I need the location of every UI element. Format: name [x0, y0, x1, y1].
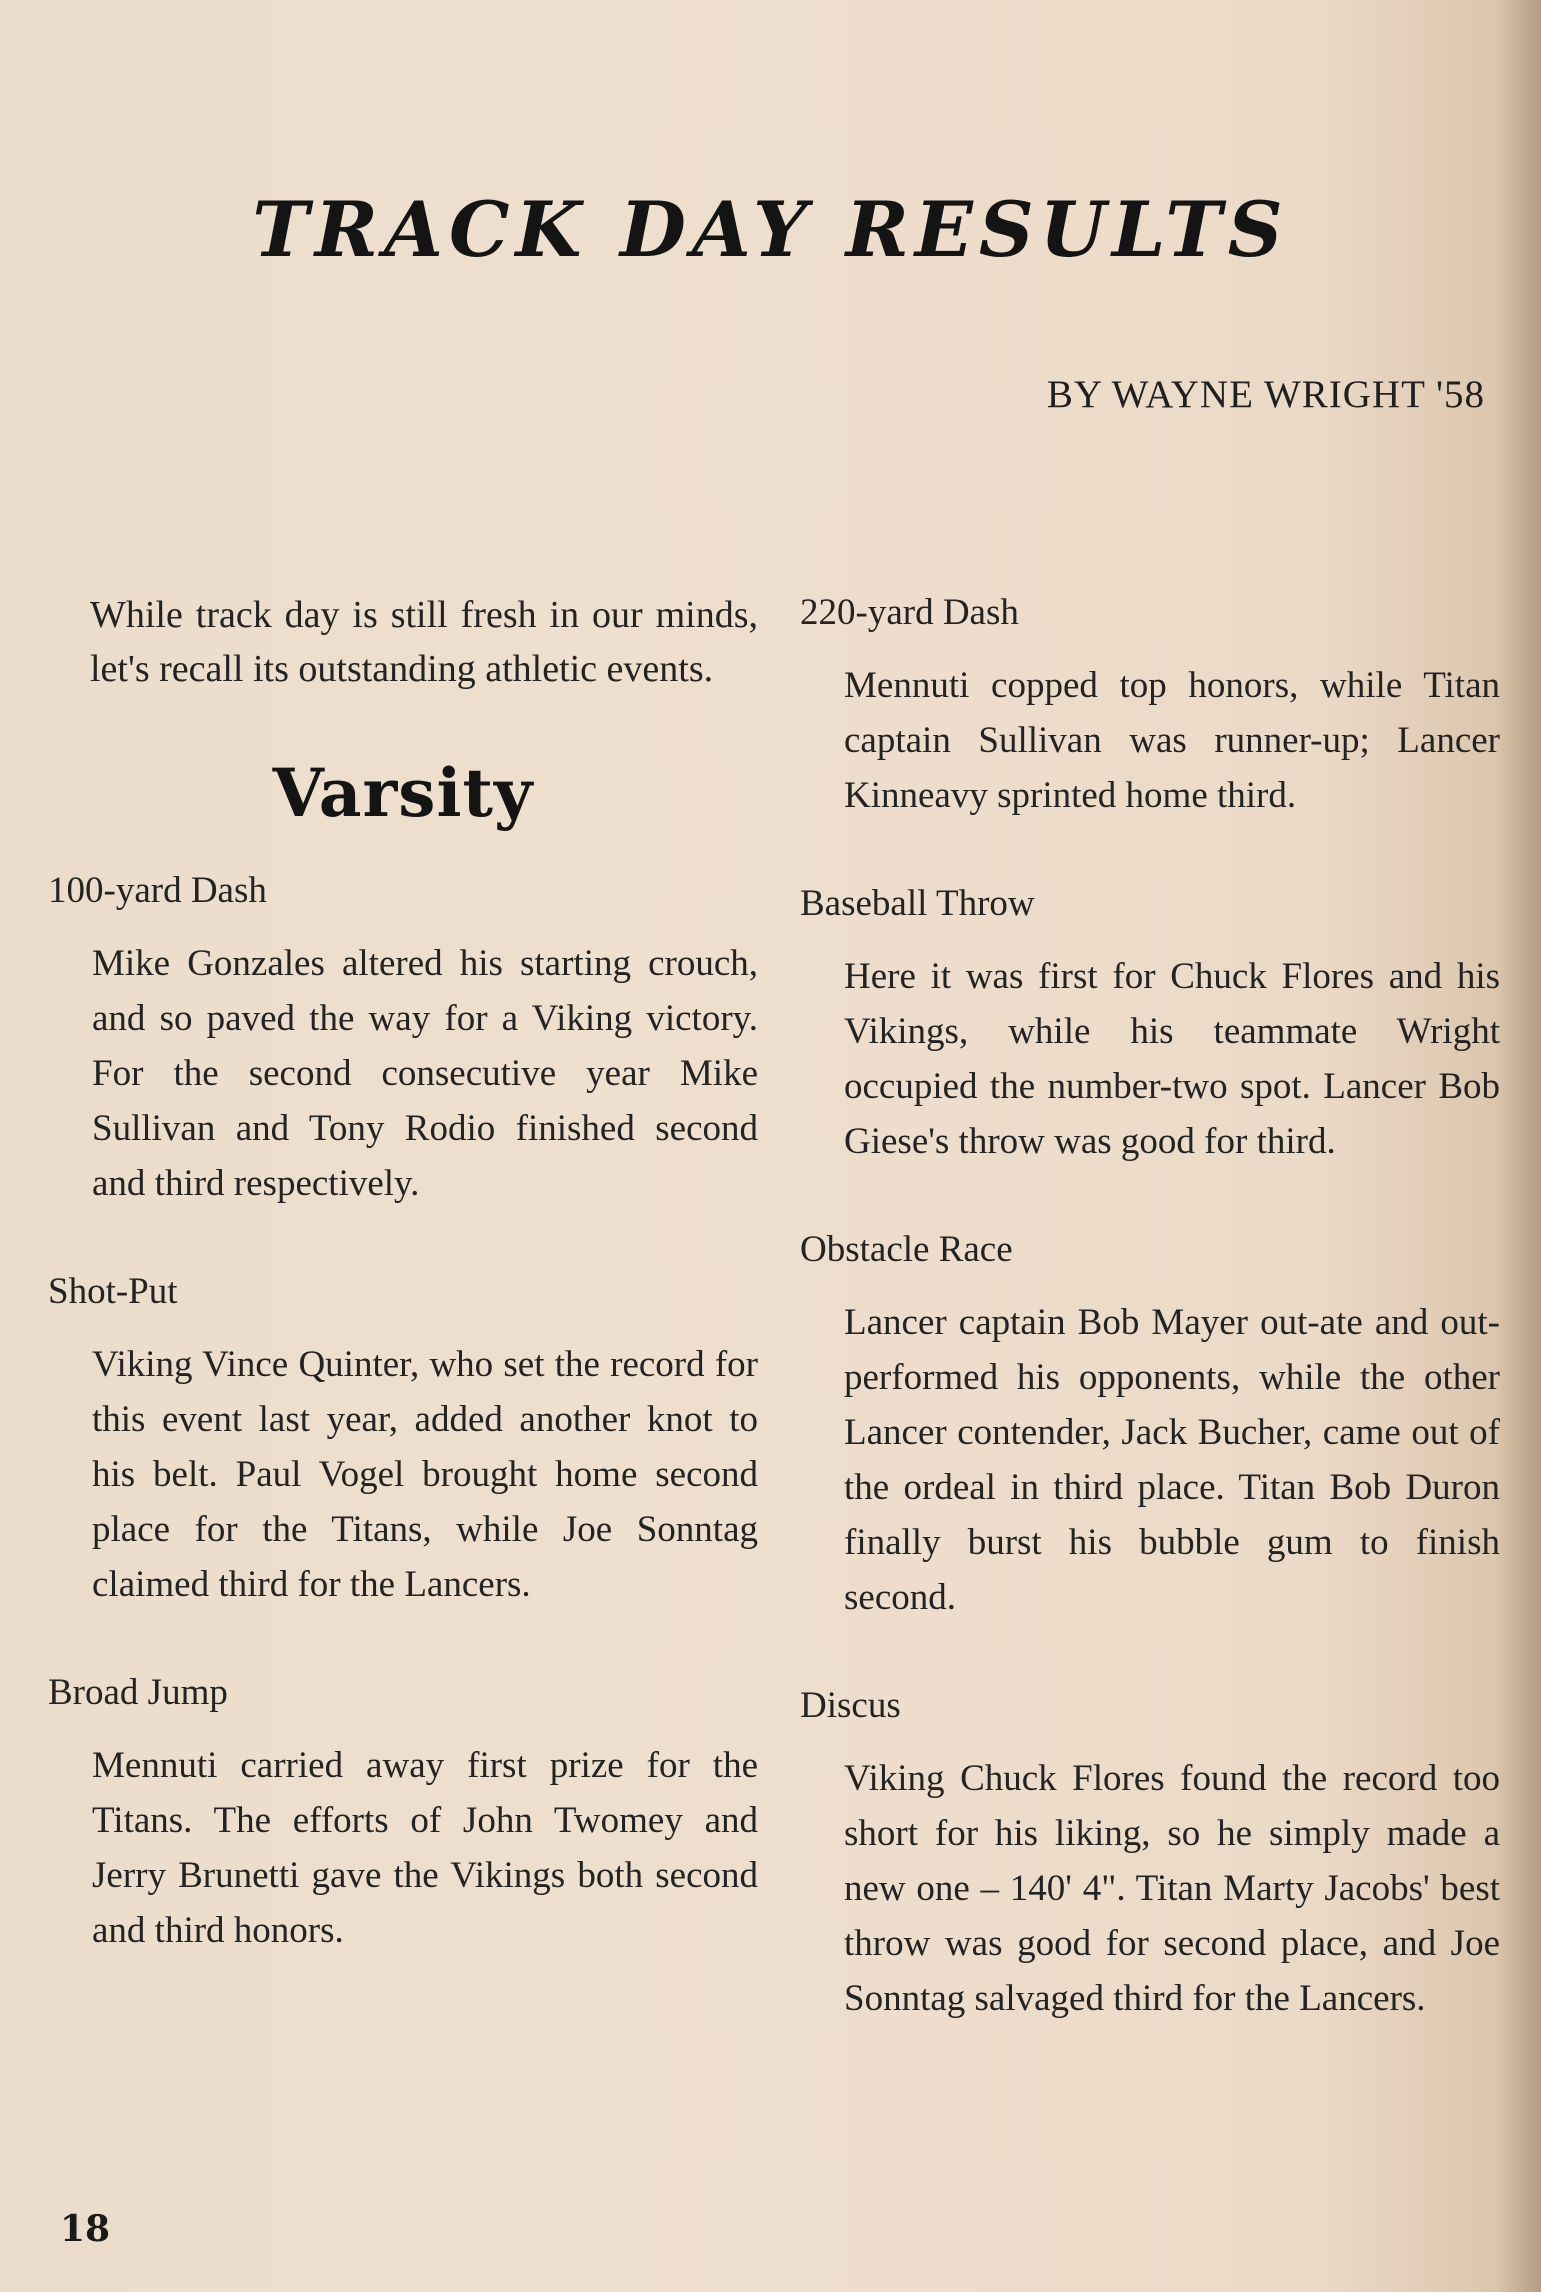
right-column: [800, 588, 1500, 2082]
event-text: Lancer captain Bob Mayer out-ate and out-performed his opponents, while the other Lancer contender, Jack Bucher, came out of the ordeal in third place. Titan Bob Duron finally burst his bubble gum to finish second.: [844, 1302, 1500, 1618]
event-100-yard-dash: [48, 866, 758, 1211]
event-name: 100-yard Dash: [48, 870, 267, 911]
event-discus: [800, 1681, 1500, 2026]
page-number: 18: [60, 2208, 111, 2250]
event-text: Viking Vince Quinter, who set the record for this event last year, added another knot to his belt. Paul Vogel brought home second place for the Titans, while Joe Sonntag claimed third for the Lancers.: [92, 1344, 758, 1605]
event-name: Broad Jump: [48, 1672, 228, 1713]
event-name: Baseball Throw: [800, 883, 1035, 924]
event-text: Mennuti carried away first prize for the Titans. The efforts of John Twomey and Jerry Brunetti gave the Vikings both second and third honors.: [92, 1745, 758, 1951]
event-220-yard-dash: [800, 588, 1500, 823]
event-text: Here it was first for Chuck Flores and his Vikings, while his teammate Wright occupied the number-two spot. Lancer Bob Giese's throw was good for third.: [844, 956, 1500, 1162]
section-heading-varsity: Varsity: [272, 754, 534, 832]
intro-paragraph: While track day is still fresh in our minds, let's recall its outstanding athletic events.: [90, 594, 758, 690]
event-name: Obstacle Race: [800, 1229, 1013, 1270]
event-name: Shot-Put: [48, 1271, 178, 1312]
event-name: 220-yard Dash: [800, 592, 1019, 633]
byline: BY WAYNE WRIGHT '58: [1046, 373, 1485, 416]
left-column: [48, 588, 758, 2014]
event-text: Mike Gonzales altered his starting crouch, and so paved the way for a Viking victory. For the second consecutive year Mike Sullivan and Tony Rodio finished second and third respectively.: [92, 943, 758, 1204]
event-text: Viking Chuck Flores found the record too short for his liking, so he simply made a new one – 140' 4". Titan Marty Jacobs' best throw was good for second place, and Joe Sonntag salvaged third for the Lancers.: [844, 1758, 1500, 2019]
article-title: TRACK DAY RESULTS: [252, 185, 1289, 274]
event-broad-jump: [48, 1668, 758, 1958]
event-baseball-throw: [800, 879, 1500, 1169]
event-shot-put: [48, 1267, 758, 1612]
event-text: Mennuti copped top honors, while Titan captain Sullivan was runner-up; Lancer Kinneavy sprinted home third.: [844, 665, 1500, 816]
event-name: Discus: [800, 1685, 901, 1726]
event-obstacle-race: [800, 1225, 1500, 1625]
